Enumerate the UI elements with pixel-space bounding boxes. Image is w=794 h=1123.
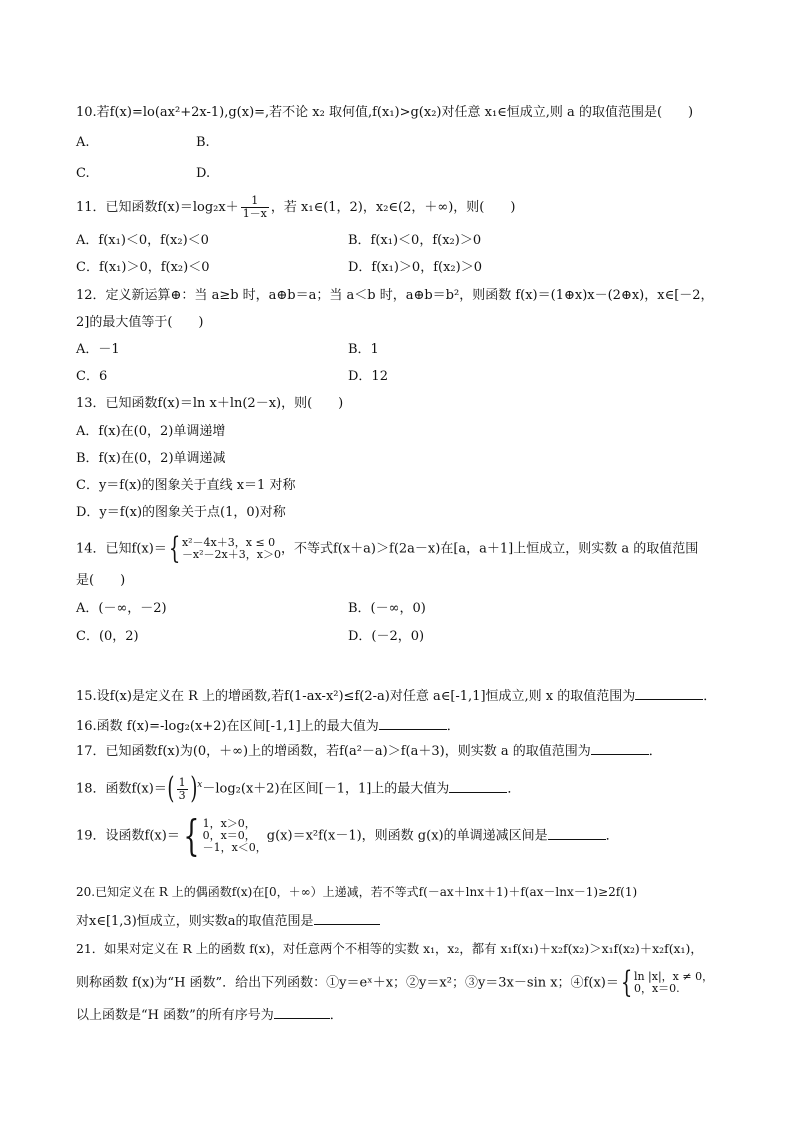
q21-line2-prefix: 则称函数 f(x)为“H 函数”．给出下列函数：①y＝eˣ＋x；②y＝x²；③y＝3x－sin x；④f(x)＝ bbox=[76, 975, 619, 991]
q15-text: 15.设f(x)是定义在 R 上的增函数,若f(1-ax-x²)≤f(2-a)对任意 a∈[-1,1]恒成立,则 x 的取值范围为 bbox=[76, 689, 636, 704]
left-brace-icon: { bbox=[168, 531, 181, 566]
q15-stem bbox=[76, 687, 716, 706]
q14-cases bbox=[182, 537, 281, 561]
q12-option-a: A．－1 bbox=[76, 342, 120, 357]
q20-stem-line2 bbox=[76, 912, 380, 931]
q19-cases bbox=[203, 818, 267, 854]
q15-answer-blank bbox=[635, 687, 703, 700]
q17-stem bbox=[76, 742, 662, 761]
q14-case2: －x²－2x＋3，x＞0 bbox=[181, 548, 281, 561]
q18-period: ． bbox=[507, 781, 521, 797]
q18-suffix: －log₂(x＋2)在区间[－1，1]上的最大值为 bbox=[202, 781, 450, 797]
q10-option-d: D. bbox=[196, 166, 211, 181]
q14-prefix: 14．已知f(x)＝ bbox=[76, 541, 167, 557]
q14-option-d: D．(－2，0) bbox=[348, 629, 425, 644]
q19-period: ． bbox=[605, 828, 619, 844]
left-brace-icon: { bbox=[183, 811, 200, 860]
q14-option-c: C．(0，2) bbox=[76, 629, 139, 644]
q21-line3-text: 以上函数是“H 函数”的所有序号为 bbox=[76, 1008, 274, 1023]
q20-stem-line1: 20.已知定义在 R 上的偶函数f(x)在[0，＋∞）上递减，若不等式f(－ax＋lnx＋1)＋f(ax－lnx－1)≥2f(1) bbox=[76, 885, 638, 899]
q20-answer-blank bbox=[314, 912, 380, 925]
q17-period: ． bbox=[648, 744, 662, 759]
right-paren-icon: ) bbox=[189, 771, 197, 806]
q12-option-d: D．12 bbox=[348, 369, 388, 384]
q17-text: 17．已知函数f(x)为(0，＋∞)上的增函数，若f(a²－a)＞f(a＋3)，则实数 a 的取值范围为 bbox=[76, 744, 591, 759]
q21-answer-blank bbox=[274, 1006, 330, 1019]
q13-option-c: C．y＝f(x)的图象关于直线 x＝1 对称 bbox=[76, 478, 296, 493]
q16-period: ． bbox=[446, 719, 460, 734]
q11-option-d: D．f(x₁)＞0，f(x₂)＞0 bbox=[348, 260, 482, 275]
q19-case3: －1，x＜0， bbox=[202, 841, 267, 854]
q10-option-b: B. bbox=[196, 135, 210, 150]
q19-stem bbox=[76, 811, 619, 860]
q19-prefix: 19．设函数f(x)＝ bbox=[76, 828, 180, 844]
q17-answer-blank bbox=[591, 742, 649, 755]
q18-frac-num: 1 bbox=[178, 775, 186, 789]
q18-fraction bbox=[177, 777, 188, 802]
q14-stem bbox=[76, 531, 699, 566]
q11-frac-den: 1－x bbox=[242, 207, 267, 220]
q13-option-a: A．f(x)在(0，2)单调递增 bbox=[76, 424, 226, 439]
q18-exponent: x bbox=[197, 780, 203, 791]
q19-suffix: g(x)＝x²f(x－1)，则函数 g(x)的单调递减区间是 bbox=[266, 828, 548, 844]
q12-stem-line2: 2]的最大值等于( ) bbox=[76, 315, 204, 330]
q11-option-a: A．f(x₁)＜0，f(x₂)＜0 bbox=[76, 233, 209, 248]
q19-case1: 1，x＞0， bbox=[202, 817, 256, 830]
q21-cases bbox=[634, 971, 713, 995]
q11-option-b: B．f(x₁)＜0，f(x₂)＞0 bbox=[348, 233, 482, 248]
q16-stem bbox=[76, 717, 460, 736]
q13-option-b: B．f(x)在(0，2)单调递减 bbox=[76, 451, 226, 466]
q16-answer-blank bbox=[379, 717, 447, 730]
q13-option-d: D．y＝f(x)的图象关于点(1，0)对称 bbox=[76, 505, 286, 520]
q11-option-c: C．f(x₁)＞0，f(x₂)＜0 bbox=[76, 260, 210, 275]
q21-stem-line2 bbox=[76, 965, 714, 1000]
q19-answer-blank bbox=[548, 827, 606, 840]
q21-case1: ln |x|，x ≠ 0， bbox=[633, 970, 714, 983]
q10-option-c: C. bbox=[76, 166, 90, 181]
q10-option-a: A. bbox=[76, 135, 90, 150]
q12-stem-line1: 12．定义新运算⊕：当 a≥b 时，a⊕b＝a；当 a＜b 时，a⊕b＝b²，则函数 f(x)＝(1⊕x)x－(2⊕x)，x∈[－2， bbox=[76, 288, 714, 303]
q11-frac-num: 1 bbox=[241, 195, 269, 208]
left-paren-icon: ( bbox=[167, 771, 175, 806]
q19-case2: 0，x＝0， bbox=[202, 829, 256, 842]
q15-period: ． bbox=[703, 689, 717, 704]
q18-prefix: 18．函数f(x)＝ bbox=[76, 781, 167, 797]
q14-option-a: A．(－∞，－2) bbox=[76, 601, 167, 616]
q10-stem: 10.若f(x)=lo(ax²+2x-1),g(x)=,若不论 x₂ 取何值,f(x₁)>g(x₂)对任意 x₁∈恒成立,则 a 的取值范围是( ) bbox=[76, 105, 694, 120]
q11-prefix: 11．已知函数f(x)＝log₂x＋ bbox=[76, 200, 239, 215]
q14-stem-line2: 是( ) bbox=[76, 573, 126, 588]
q11-stem bbox=[76, 195, 515, 220]
q12-option-c: C．6 bbox=[76, 369, 108, 384]
q20-line2-text: 对x∈[1,3)恒成立，则实数a的取值范围是 bbox=[76, 914, 314, 929]
q11-suffix: ，若 x₁∈(1，2)，x₂∈(2，＋∞)，则( ) bbox=[270, 200, 516, 215]
q14-suffix: ，不等式f(x＋a)＞f(2a－x)在[a，a＋1]上恒成立，则实数 a 的取值范围 bbox=[280, 541, 699, 557]
q11-fraction bbox=[241, 195, 269, 220]
q14-case1: x²－4x＋3，x ≤ 0 bbox=[181, 536, 276, 549]
q13-stem: 13．已知函数f(x)＝ln x＋ln(2－x)，则( ) bbox=[76, 396, 344, 411]
q12-option-b: B．1 bbox=[348, 342, 379, 357]
left-brace-icon: { bbox=[620, 965, 633, 1000]
q18-stem bbox=[76, 771, 521, 806]
q21-stem-line1: 21．如果对定义在 R 上的函数 f(x)，对任意两个不相等的实数 x₁，x₂，都有 x₁f(x₁)＋x₂f(x₂)＞x₁f(x₂)＋x₂f(x₁)， bbox=[76, 941, 703, 956]
q16-text: 16.函数 f(x)=-log₂(x+2)在区间[-1,1]上的最大值为 bbox=[76, 719, 379, 734]
q18-frac-den: 3 bbox=[178, 788, 186, 802]
q21-period: ． bbox=[329, 1008, 343, 1023]
q14-option-b: B．(－∞，0) bbox=[348, 601, 426, 616]
q18-answer-blank bbox=[449, 780, 507, 793]
q21-case2: 0，x＝0. bbox=[633, 982, 680, 995]
q21-stem-line3 bbox=[76, 1006, 343, 1025]
